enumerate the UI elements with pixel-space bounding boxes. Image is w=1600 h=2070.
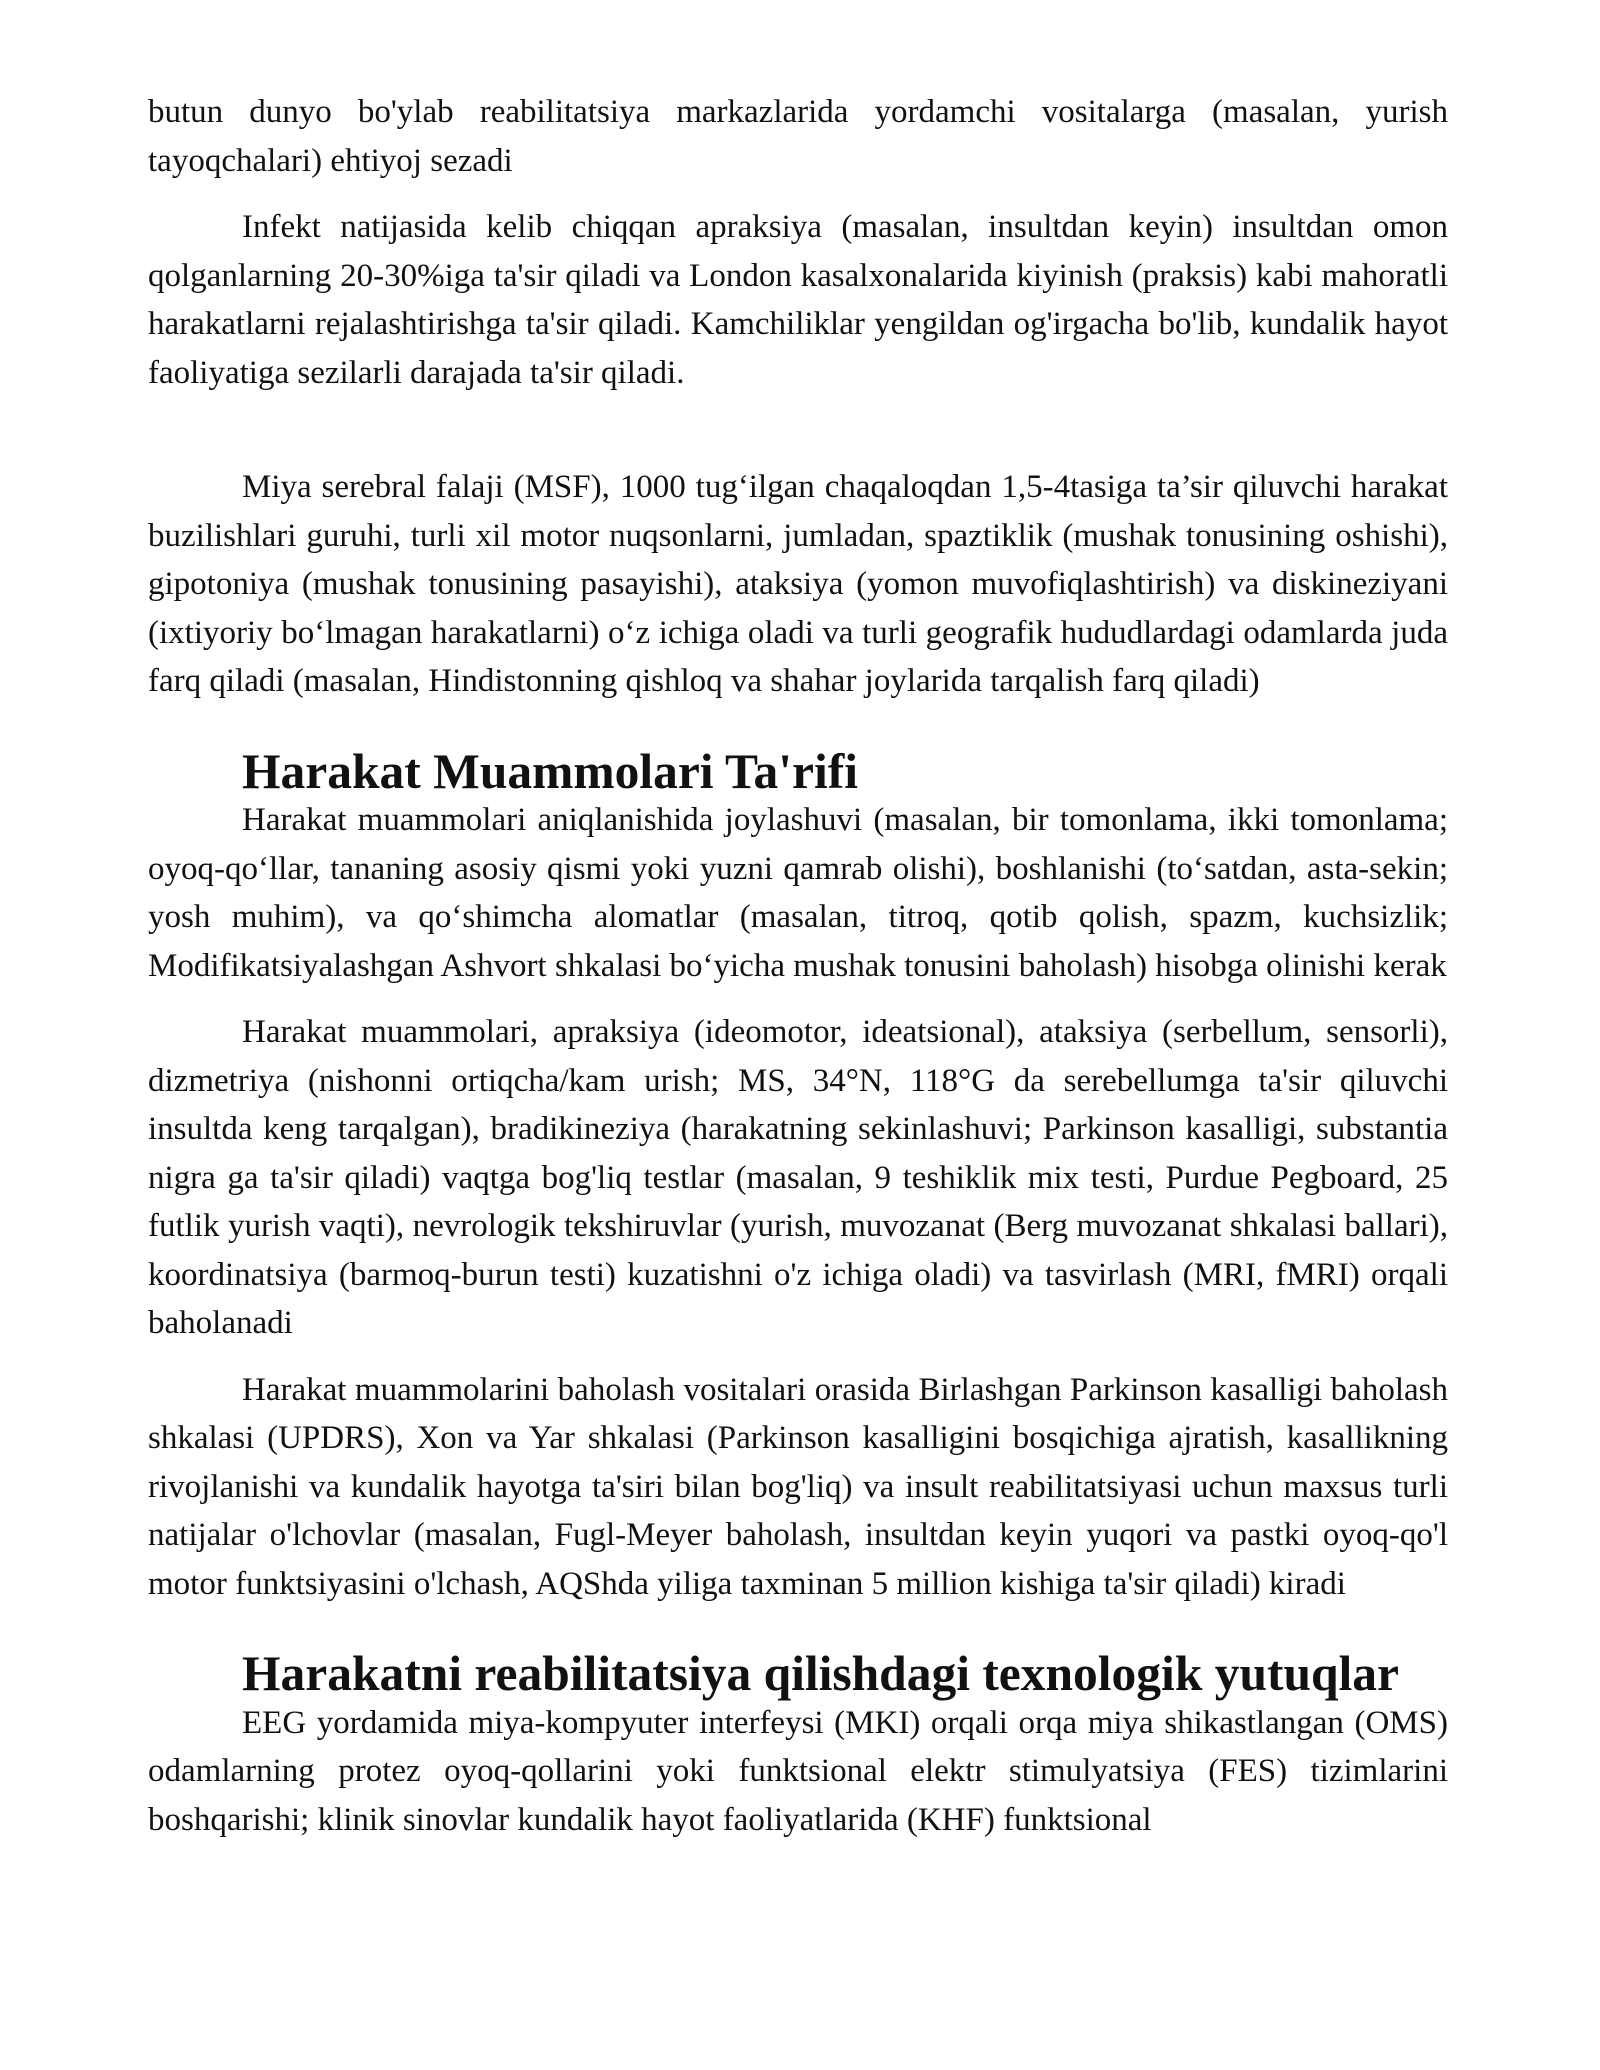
paragraph-rehab-centers: butun dunyo bo'ylab reabilitatsiya markazlarida yordamchi vositalarga (masalan, yurish tayoqchalari) ehtiyoj sezadi — [148, 94, 1448, 179]
paragraph-cerebral-palsy: Miya serebral falaji (MSF), 1000 tug‘ilgan chaqaloqdan 1,5-4tasiga ta’sir qiluvchi harakat buzilishlari guruhi, turli xil motor nuqsonlarni, jumladan, spaztiklik (mushak tonusining oshishi), gipotoniya (mushak tonusining pasayishi), ataksiya (yomon muvofiqlashtirish) va diskineziyani (ixtiyoriy bo‘lmagan harakatlarni) o‘z ichiga oladi va turli geografik hududlardagi odamlarda juda farq qiladi (masalan, Hindistonning qishloq va shahar joylarida tarqalish farq qiladi) — [148, 469, 1448, 699]
heading-technological-advances: Harakatni reabilitatsiya qilishdagi texnologik yutuqlar — [242, 1646, 1400, 1701]
heading-movement-problems-definition: Harakat Muammolari Ta'rifi — [242, 743, 858, 799]
paragraph-movement-assessment: Harakat muammolari, apraksiya (ideomotor, ideatsional), ataksiya (serbellum, sensorli), dizmetriya (nishonni ortiqcha/kam urish; MS, 34°N, 118°G da serebellumga ta'sir qiluvchi insultda keng tarqalgan), bradikineziya (harakatning sekinlashuvi; Parkinson kasalligi, substantia nigra ga ta'sir qiladi) vaqtga bog'liq testlar (masalan, 9 teshiklik mix testi, Purdue Pegboard, 25 futlik yurish vaqti), nevrologik tekshiruvlar (yurish, muvozanat (Berg muvozanat shkalasi ballari), koordinatsiya (barmoq-burun testi) kuzatishni o'z ichiga oladi) va tasvirlash (MRI, fMRI) orqali baholanadi — [148, 1014, 1448, 1341]
document-page — [148, 88, 1448, 1844]
paragraph-apraxia: Infekt natijasida kelib chiqqan apraksiya (masalan, insultdan keyin) insultdan omon qolganlarning 20-30%iga ta'sir qiladi va London kasalxonalarida kiyinish (praksis) kabi mahoratli harakatlarni rejalashtirishga ta'sir qiladi. Kamchiliklar yengildan og'irgacha bo'lib, kundalik hayot faoliyatiga sezilarli darajada ta'sir qiladi. — [148, 209, 1448, 391]
paragraph-movement-definition: Harakat muammolari aniqlanishida joylashuvi (masalan, bir tomonlama, ikki tomonlama; oyoq-qo‘llar, tananing asosiy qismi yoki yuzni qamrab olishi), boshlanishi (to‘satdan, asta-sekin; yosh muhim), va qo‘shimcha alomatlar (masalan, titroq, qotib qolish, spazm, kuchsizlik; Modifikatsiyalashgan Ashvort shkalasi bo‘yicha mushak tonusini baholash) hisobga olinishi kerak — [148, 802, 1448, 984]
paragraph-assessment-tools: Harakat muammolarini baholash vositalari orasida Birlashgan Parkinson kasalligi baholash shkalasi (UPDRS), Xon va Yar shkalasi (Parkinson kasalligini bosqichiga ajratish, kasallikning rivojlanishi va kundalik hayotga ta'siri bilan bog'liq) va insult reabilitatsiyasi uchun maxsus turli natijalar o'lchovlar (masalan, Fugl-Meyer baholash, insultdan keyin yuqori va pastki oyoq-qo'l motor funktsiyasini o'lchash, AQShda yiliga taxminan 5 million kishiga ta'sir qiladi) kiradi — [148, 1371, 1448, 1602]
paragraph-bci-eeg: EEG yordamida miya-kompyuter interfeysi (MKI) orqali orqa miya shikastlangan (OMS) odamlarning protez oyoq-qollarini yoki funktsional elektr stimulyatsiya (FES) tizimlarini boshqarishi; klinik sinovlar kundalik hayot faoliyatlarida (KHF) funktsional — [148, 1704, 1448, 1838]
